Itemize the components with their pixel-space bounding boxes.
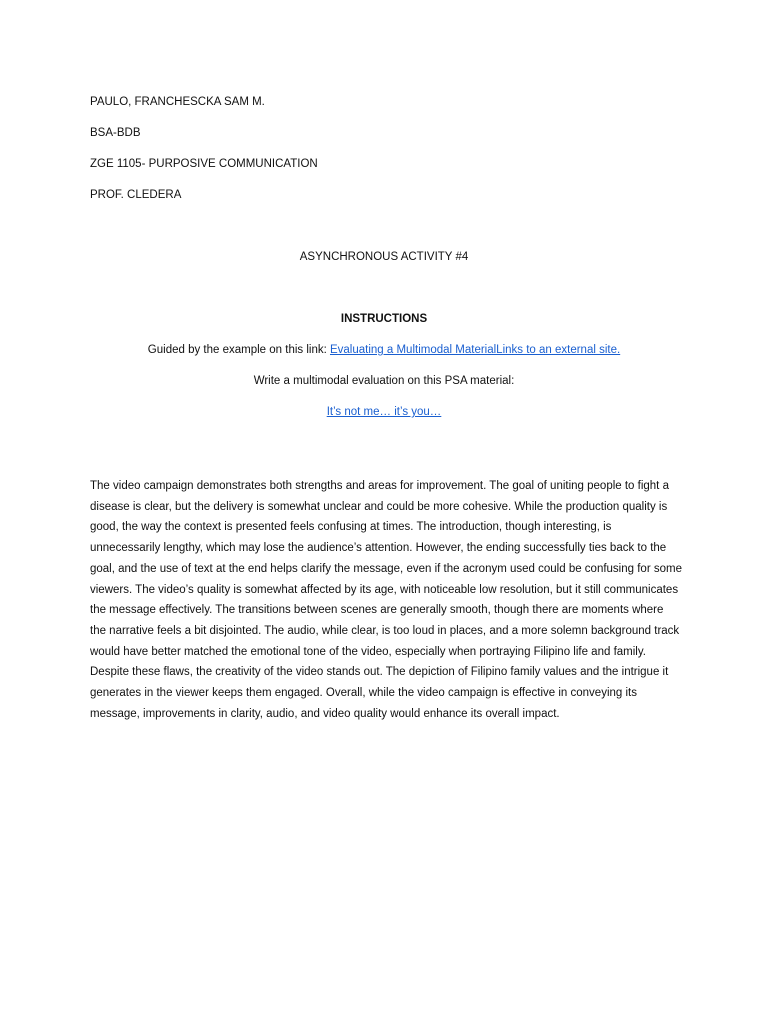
psa-line bbox=[0, 405, 768, 419]
task-line: Write a multimodal evaluation on this PSA material: bbox=[253, 375, 515, 387]
guide-line bbox=[0, 343, 768, 357]
course-title: ZGE 1105- PURPOSIVE COMMUNICATION bbox=[90, 158, 318, 170]
student-program: BSA-BDB bbox=[90, 127, 141, 139]
evaluation-paragraph: The video campaign demonstrates both strengths and areas for improvement. The goal of uniting people to fight a disease is clear, but the delivery is somewhat unclear and could be more cohesive. While the production quality is good, the way the context is presented feels confusing at times. The introduction, though interesting, is unnecessarily lengthy, which may lose the audience’s attention. However, the ending successfully ties back to the goal, and the use of text at the end helps clarify the message, even if the acronym used could be confusing for some viewers. The video’s quality is somewhat affected by its age, with noticeable low resolution, but it still communicates the message effectively. The transitions between scenes are generally smooth, though there are moments where the narrative feels a bit disjointed. The audio, while clear, is too loud in places, and a more solemn background track would have better matched the emotional tone of the video, especially when portraying Filipino life and family. Despite these flaws, the creativity of the video stands out. The depiction of Filipino family values and the intrigue it generates in the viewer keeps them engaged. Overall, while the video campaign is effective in conveying its message, improvements in clarity, audio, and video quality would enhance its overall impact. bbox=[90, 480, 682, 720]
instructions-heading: INSTRUCTIONS bbox=[340, 313, 428, 325]
guide-link[interactable]: Evaluating a Multimodal MaterialLinks to an external site. bbox=[329, 344, 621, 356]
student-name: PAULO, FRANCHESCKA SAM M. bbox=[90, 96, 265, 108]
guide-prefix: Guided by the example on this link: bbox=[147, 344, 330, 356]
professor-name: PROF. CLEDERA bbox=[90, 189, 182, 201]
activity-title: ASYNCHRONOUS ACTIVITY #4 bbox=[299, 251, 469, 263]
psa-link[interactable]: It’s not me… it’s you… bbox=[326, 406, 442, 418]
